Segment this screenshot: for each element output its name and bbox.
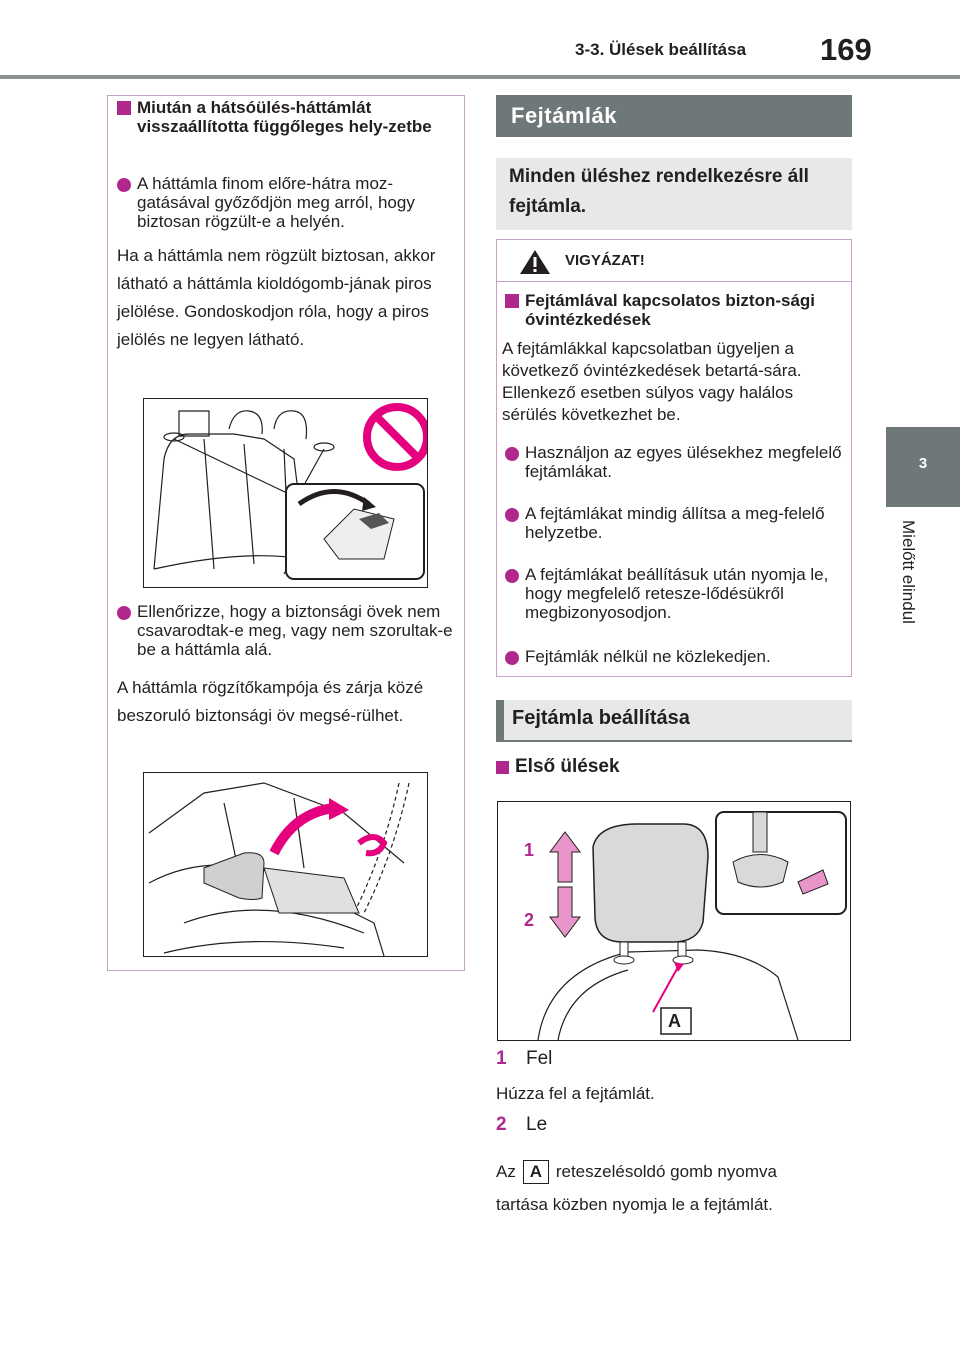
step-up-text: Húzza fel a fejtámlát. [496, 1084, 655, 1103]
front-seats-heading: Első ülések [496, 756, 620, 778]
release-button-label: A [523, 1160, 549, 1184]
section-title: 3-3. Ülések beállítása [575, 40, 747, 59]
square-bullet-icon [117, 101, 131, 115]
round-bullet-icon [117, 606, 131, 620]
caution-bullet: Fejtámlák nélkül ne közlekedjen. [505, 647, 845, 666]
info-bullet-2: Ellenőrizze, hogy a biztonsági övek nem csavarodtak-e meg, vagy nem szorultak-e be a háttámla alá. [117, 602, 457, 659]
step-number: 1 [496, 1048, 507, 1069]
caution-text: A fejtámlákkal kapcsolatban ügyeljen a következő óvintézkedések betartá-sára. Ellenkező esetben súlyos vagy halálos sérülés következhet be. [502, 339, 802, 424]
headrests-title: Fejtámlák [496, 95, 852, 137]
step-down-text-line2: tartása közben nyomja le a fejtámlát. [496, 1195, 773, 1214]
round-bullet-icon [505, 508, 519, 522]
caution-title: VIGYÁZAT! [565, 252, 645, 269]
step-number: 2 [496, 1114, 507, 1135]
caution-bullet: A fejtámlákat mindig állítsa a meg-felelő helyzetbe. [505, 504, 845, 542]
caution-heading: Fejtámlával kapcsolatos bizton-sági óvintézkedések [505, 291, 845, 329]
chapter-number: 3 [918, 455, 928, 472]
warning-triangle-icon [519, 249, 551, 275]
info-paragraph-2: A háttámla rögzítőkampója és zárja közé beszoruló biztonsági öv megsé-rülhet. [117, 678, 424, 725]
page-number: 169 [820, 32, 872, 67]
caution-bullet: Használjon az egyes ülésekhez megfelelő fejtámlákat. [505, 443, 845, 481]
step-up [496, 1048, 552, 1070]
step-down-text: Az A reteszelésoldó gomb nyomva [496, 1160, 777, 1184]
round-bullet-icon [505, 651, 519, 665]
info-paragraph-1: Ha a háttámla nem rögzült biztosan, akkor látható a háttámla kioldógomb-jának piros jelölése. Gondoskodjon róla, hogy a piros jelölés ne legyen látható. [117, 246, 436, 349]
caution-header [497, 240, 851, 282]
square-bullet-icon [496, 761, 509, 774]
chapter-tab [886, 427, 960, 507]
headrest-adjust-illustration [497, 801, 851, 1041]
step-label: Fel [526, 1048, 553, 1069]
round-bullet-icon [505, 569, 519, 583]
chapter-label: Mielőtt elindul [899, 520, 918, 624]
figure-label-a: A [668, 1011, 681, 1031]
figure-label-2: 2 [524, 910, 535, 930]
adjust-section-title: Fejtámla beállítása [496, 700, 852, 742]
round-bullet-icon [117, 178, 131, 192]
header-rule [0, 75, 960, 79]
step-down [496, 1114, 547, 1136]
step-label: Le [526, 1114, 548, 1135]
headrests-intro: Minden üléshez rendelkezésre áll fejtámla. [496, 158, 852, 230]
seatbelt-caught-illustration [143, 772, 428, 957]
round-bullet-icon [505, 447, 519, 461]
square-bullet-icon [505, 294, 519, 308]
caution-bullet: A fejtámlákat beállításuk után nyomja le, hogy megfelelő retesze-lődésükről megbizonyosodjon. [505, 565, 845, 622]
figure-label-1: 1 [524, 840, 535, 860]
info-bullet-1: A háttámla finom előre-hátra moz-gatásával győződjön meg arról, hogy biztosan rögzült-e a helyén. [117, 174, 457, 231]
seatback-lock-illustration [143, 398, 428, 588]
info-heading: Miután a hátsóülés-háttámlát visszaállította függőleges hely-zetbe [117, 98, 457, 136]
